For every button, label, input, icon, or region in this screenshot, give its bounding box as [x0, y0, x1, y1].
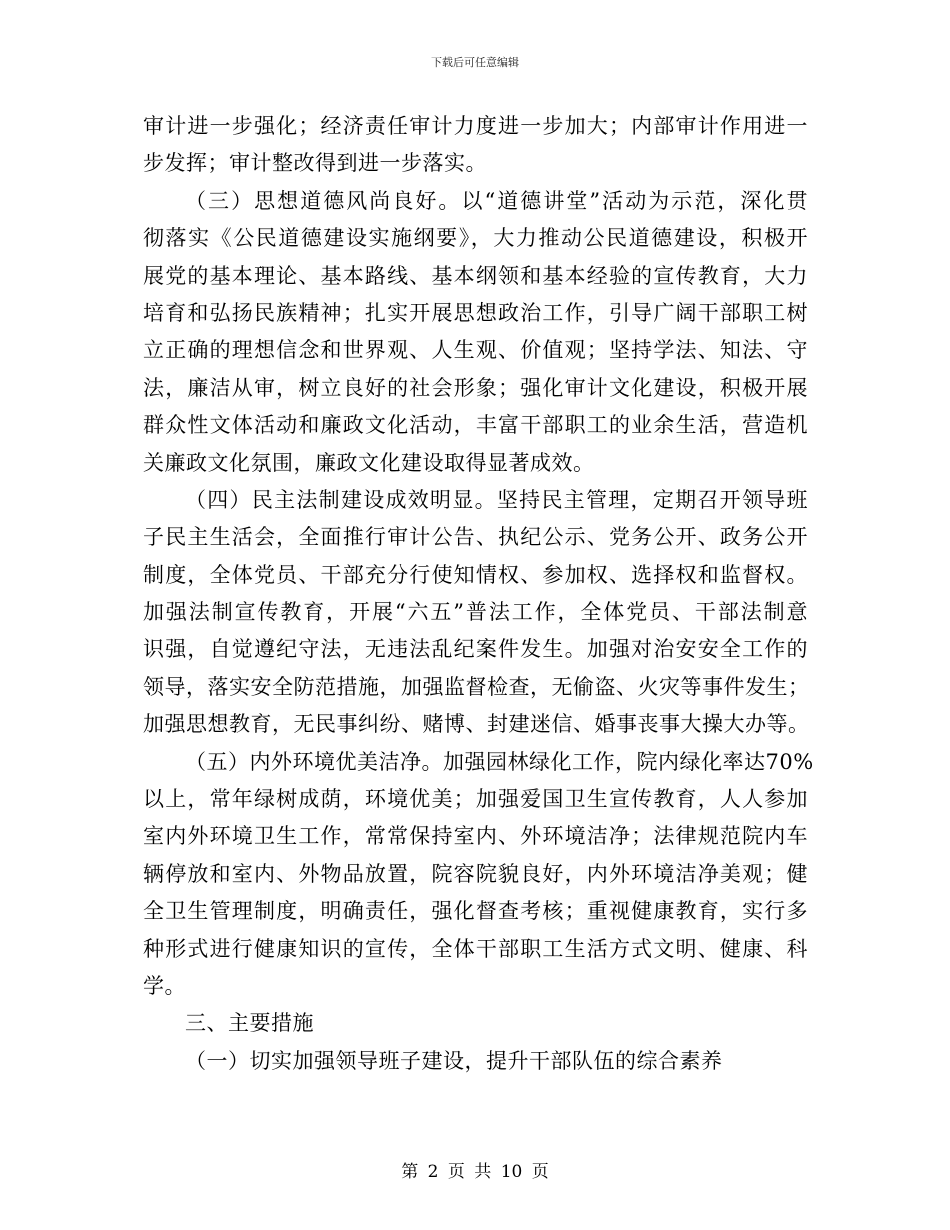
text-line: 步发挥；审计整改得到进一步落实。: [143, 151, 487, 176]
text-line: 全卫生管理制度，明确责任，强化督查考核；重视健康教育，实行多: [143, 899, 808, 924]
text-line: 加强思想教育，无民事纠纷、赌博、封建迷信、婚事丧事大操大办等。: [143, 712, 810, 737]
document-body: [143, 108, 814, 1080]
text-line: 子民主生活会，全面推行审计公告、执纪公示、党务公开、政务公开: [143, 525, 808, 550]
text-line: 学。: [143, 973, 186, 998]
text-line: 加强法制宣传教育，开展“六五”普法工作，全体党员、干部法制意: [143, 600, 808, 625]
text-line: （四）民主法制建设成效明显。坚持民主管理，定期召开领导班: [185, 487, 808, 512]
text-line: 法，廉洁从审，树立良好的社会形象；强化审计文化建设，积极开展: [143, 375, 808, 400]
text-line: 关廉政文化氛围，廉政文化建设取得显著成效。: [143, 450, 595, 475]
page-footer: 第 2 页 共 10 页: [401, 1162, 549, 1182]
text-line: 彻落实《公民道德建设实施纲要》，大力推动公民道德建设，积极开: [143, 226, 808, 251]
text-line: 识强，自觉遵纪守法，无违法乱纪案件发生。加强对治安安全工作的: [143, 637, 808, 662]
text-line: 培育和弘扬民族精神；扎实开展思想政治工作，引导广阔干部职工树: [143, 300, 808, 325]
page-header: 下载后可任意编辑: [431, 56, 519, 69]
text-line: （三）思想道德风尚良好。以“道德讲堂”活动为示范，深化贯: [185, 188, 808, 213]
text-line: （五）内外环境优美洁净。加强园林绿化工作，院内绿化率达70%: [185, 749, 814, 774]
text-line: 辆停放和室内、外物品放置，院容院貌良好，内外环境洁净美观；健: [143, 861, 808, 886]
text-line: 三、主要措施: [185, 1011, 314, 1036]
text-line: 展党的基本理论、基本路线、基本纲领和基本经验的宣传教育，大力: [143, 263, 808, 288]
text-line: 审计进一步强化；经济责任审计力度进一步加大；内部审计作用进一: [143, 114, 808, 138]
text-line: 室内外环境卫生工作，常常保持室内、外环境洁净；法律规范院内车: [143, 824, 808, 849]
text-line: 种形式进行健康知识的宣传，全体干部职工生活方式文明、健康、科: [143, 936, 808, 961]
text-line: 以上，常年绿树成荫，环境优美；加强爱国卫生宣传教育，人人参加: [143, 787, 808, 812]
text-line: 制度，全体党员、干部充分行使知情权、参加权、选择权和监督权。: [143, 562, 808, 587]
text-line: 群众性文体活动和廉政文化活动，丰富干部职工的业余生活，营造机: [143, 413, 808, 438]
text-line: 领导，落实安全防范措施，加强监督检查，无偷盗、火灾等事件发生；: [143, 674, 810, 699]
text-line: 立正确的理想信念和世界观、人生观、价值观；坚持学法、知法、守: [143, 338, 808, 363]
text-line: （一）切实加强领导班子建设，提升干部队伍的综合素养: [185, 1048, 723, 1073]
